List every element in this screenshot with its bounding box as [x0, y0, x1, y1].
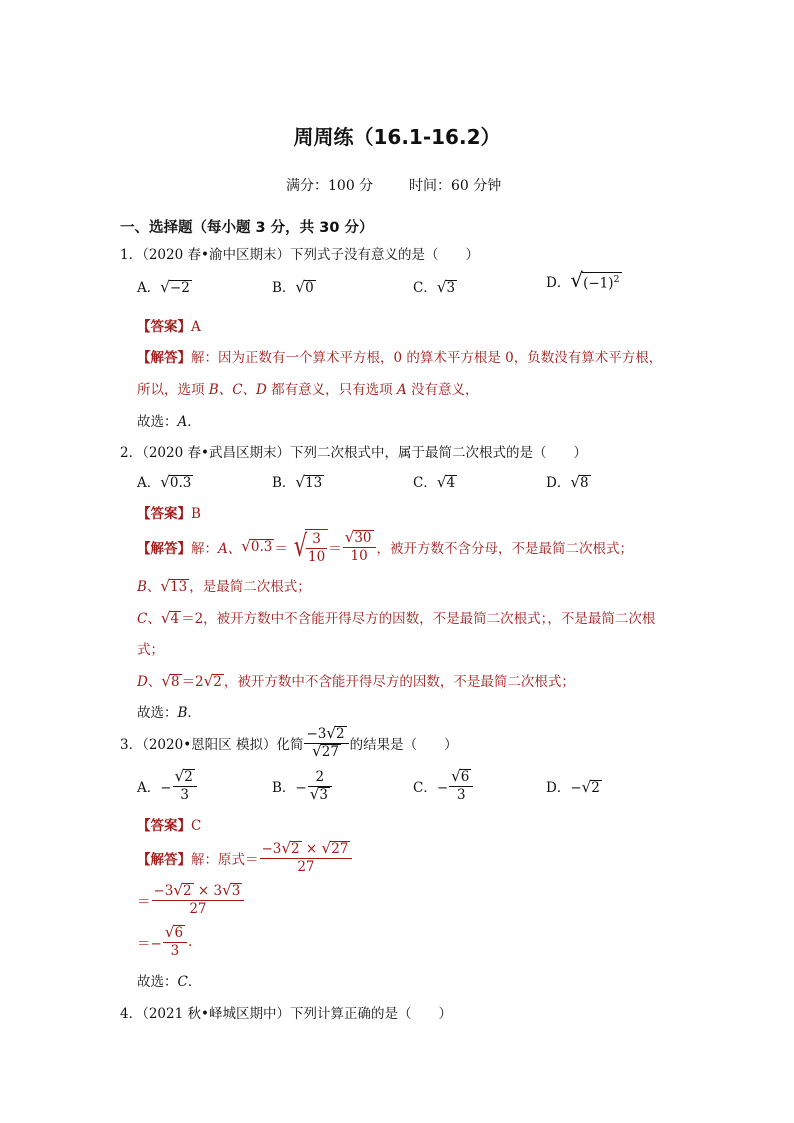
q2-analysis-line-c: C、√4 ＝2，被开方数中不含能开得尽方的因数，不是最简二次根式；，不是最简二次根 [137, 609, 656, 627]
question-2-stem: 2．（2020 春•武昌区期末）下列二次根式中，属于最简二次根式的是（ ） [120, 445, 587, 461]
q2-option-c[interactable]: C．√4 [413, 473, 456, 491]
q3-analysis-line3: ＝− $\frac{√6}{3}$ . [137, 922, 193, 959]
time-limit: 时间：60 分钟 [409, 178, 502, 194]
q1-choose: 故选：A． [137, 414, 201, 430]
question-4-stem: 4．（2021 秋•峄城区期中）下列计算正确的是（ ） [120, 1006, 452, 1022]
q3-answer: 【答案】C [137, 818, 202, 834]
q1-option-d[interactable]: D．$√(-1)^2$ [546, 268, 620, 292]
q2-answer: 【答案】B [137, 506, 201, 522]
q1-option-c[interactable]: C．√3 [413, 278, 456, 296]
q1-option-a[interactable]: A．√−2 [137, 278, 190, 296]
q1-answer: 【答案】A [137, 319, 201, 335]
page-title: 周周练（16.1-16.2） [293, 125, 501, 149]
q2-analysis-line-c2: 式； [137, 642, 164, 658]
q1-analysis-line2: 所以，选项 B、C、D 都有意义，只有选项 A 没有意义， [137, 382, 479, 398]
q3-option-b[interactable]: B．− $\frac{2}{√3}$ [272, 766, 333, 806]
q3-choose: 故选：C． [137, 974, 202, 990]
question-1-stem: 1．（2020 春•渝中区期末）下列式子没有意义的是（ ） [120, 247, 479, 263]
q2-option-b[interactable]: B．√13 [272, 473, 323, 491]
q3-analysis-line1: 【解答】 解：原式＝ $\frac{-3√2 \times √27}{27}$ [137, 838, 353, 878]
q3-option-c[interactable]: C．− $\frac{√6}{3}$ [413, 766, 474, 806]
q3-analysis-line2: ＝ $\frac{-3√2 \times 3√3}{27}$ [137, 880, 245, 920]
q2-analysis-line-a: 【解答】 解： A、 √ 0.3 ＝ √ $\frac{3}{10}$ ＝ $\frac{√30}{10}$ ，被开方数不含分母，不是最简二次根式； [137, 527, 634, 565]
q1-option-b[interactable]: B．√0 [272, 278, 314, 296]
q2-analysis-line-d: D、√8 ＝2√2 ，被开方数中不含能开得尽方的因数，不是最简二次根式； [137, 672, 575, 690]
q2-choose: 故选：B． [137, 705, 201, 721]
q1-analysis-line1: 【解答】解：因为正数有一个算术平方根，0 的算术平方根是 0，负数没有算术平方根， [137, 350, 663, 366]
q3-option-d[interactable]: D．−√2 [546, 778, 600, 796]
q3-option-a[interactable]: A．− $\frac{√2}{3}$ [137, 766, 198, 806]
q2-analysis-line-b: B、√13 ，是最简二次根式； [137, 577, 311, 595]
section-heading: 一、选择题（每小题 3 分，共 30 分） [120, 220, 374, 236]
q2-option-d[interactable]: D．√8 [546, 473, 589, 491]
full-marks: 满分：100 分 [286, 178, 374, 194]
q2-option-a[interactable]: A．√0.3 [137, 473, 192, 491]
question-3-stem: 3．（2020•恩阳区 模拟）化简 $\frac{-3√2}{√27}$ 的结果是（ ） [120, 723, 458, 760]
